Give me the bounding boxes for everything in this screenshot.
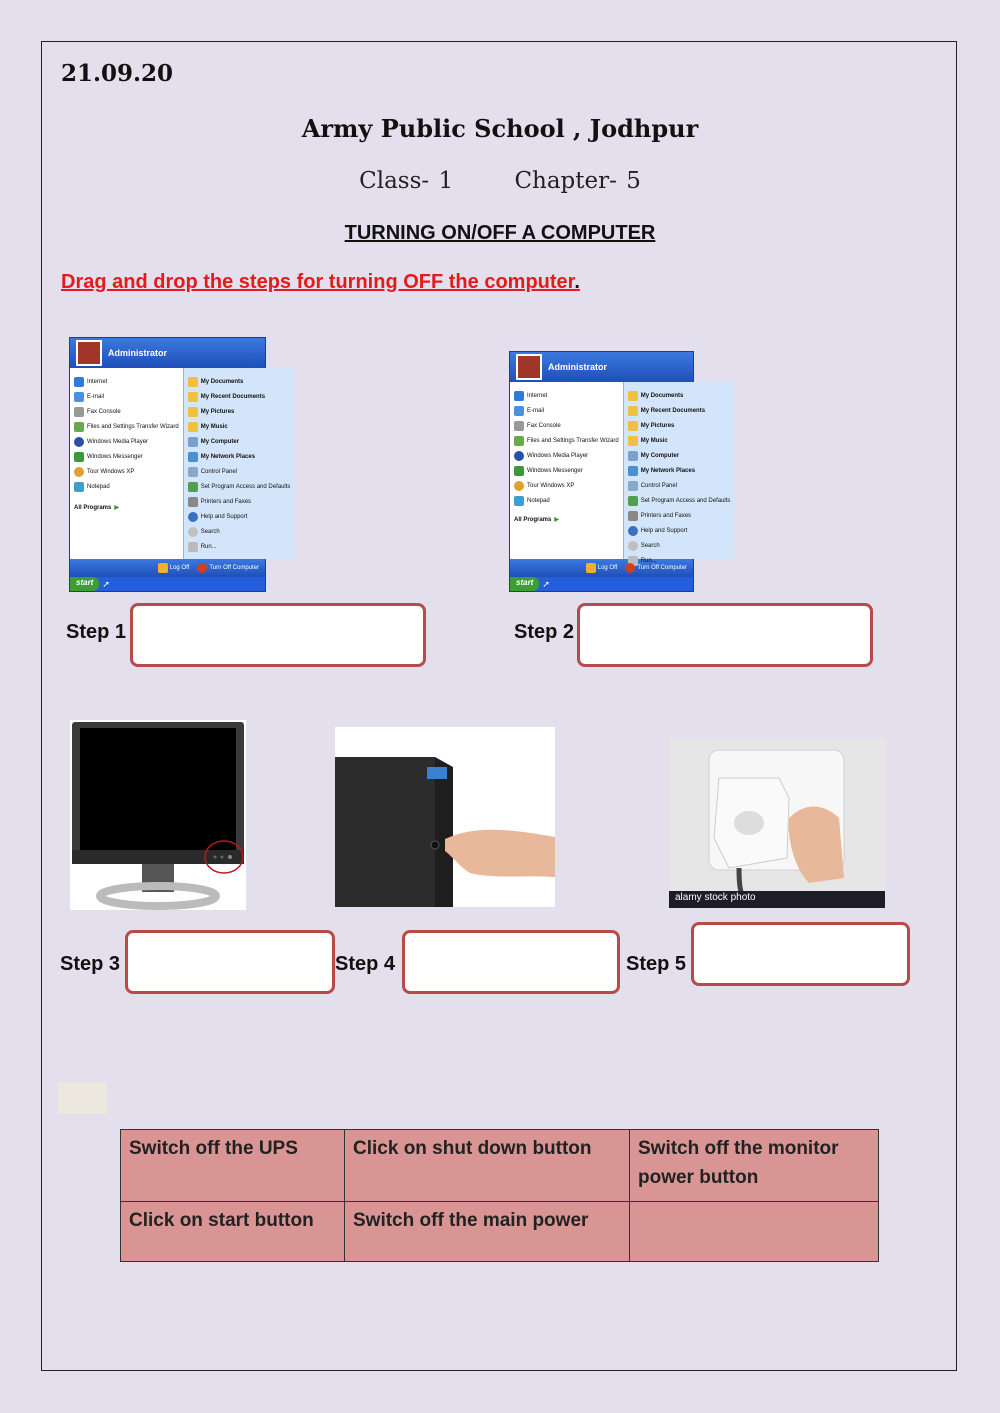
instruction-text: Drag and drop the steps for turning OFF the computer bbox=[61, 271, 575, 293]
option-click-start[interactable]: Click on start button bbox=[121, 1202, 345, 1262]
notepad-icon bbox=[74, 482, 84, 492]
menu-item-media-player: Windows Media Player bbox=[527, 453, 589, 459]
option-empty-cell bbox=[630, 1202, 879, 1262]
step-5-label: Step 5 bbox=[626, 953, 687, 975]
options-table bbox=[120, 1129, 879, 1262]
network-icon bbox=[188, 452, 198, 462]
search-icon bbox=[188, 527, 198, 537]
power-icon bbox=[625, 563, 635, 573]
folder-icon bbox=[188, 407, 198, 417]
table-row bbox=[121, 1202, 879, 1262]
menu-item-help: Help and Support bbox=[200, 514, 248, 520]
tour-icon bbox=[514, 481, 524, 491]
menu-item-music: My Music bbox=[640, 438, 668, 444]
computer-icon bbox=[188, 437, 198, 447]
menu-item-computer: My Computer bbox=[200, 439, 240, 445]
start-menu-image-1 bbox=[69, 337, 291, 592]
step-1-drop-zone[interactable] bbox=[130, 603, 426, 667]
run-icon bbox=[188, 542, 198, 552]
menu-item-search: Search bbox=[200, 529, 220, 535]
step-4-drop-zone[interactable] bbox=[402, 930, 620, 994]
menu-item-tour: Tour Windows XP bbox=[87, 469, 135, 475]
power-icon bbox=[197, 563, 207, 573]
ups-icon bbox=[335, 727, 555, 907]
menu-item-internet: Internet bbox=[527, 393, 548, 399]
start-button: start bbox=[510, 577, 539, 591]
folder-icon bbox=[628, 421, 638, 431]
start-menu-user: Administrator bbox=[108, 348, 168, 358]
menu-item-control-panel: Control Panel bbox=[640, 483, 678, 489]
menu-item-internet: Internet bbox=[87, 379, 108, 385]
folder-icon bbox=[628, 406, 638, 416]
transfer-icon bbox=[74, 422, 84, 432]
menu-item-network: My Network Places bbox=[200, 454, 256, 460]
messenger-icon bbox=[514, 466, 524, 476]
menu-item-run: Run... bbox=[640, 558, 657, 564]
step-4-label: Step 4 bbox=[335, 953, 396, 975]
folder-icon bbox=[188, 422, 198, 432]
stock-photo-label: alamy stock photo bbox=[675, 892, 756, 903]
fax-icon bbox=[514, 421, 524, 431]
menu-item-search: Search bbox=[640, 543, 660, 549]
all-programs: All Programs bbox=[514, 516, 552, 523]
control-panel-icon bbox=[188, 467, 198, 477]
monitor-image bbox=[70, 720, 246, 910]
menu-item-notepad: Notepad bbox=[527, 498, 550, 504]
printer-icon bbox=[188, 497, 198, 507]
menu-item-recent: My Recent Documents bbox=[200, 394, 266, 400]
internet-icon bbox=[514, 391, 524, 401]
menu-item-network: My Network Places bbox=[640, 468, 696, 474]
menu-item-pictures: My Pictures bbox=[200, 409, 235, 415]
turn-off-label: Turn Off Computer bbox=[637, 565, 687, 571]
media-player-icon bbox=[74, 437, 84, 447]
menu-item-music: My Music bbox=[200, 424, 228, 430]
table-row bbox=[121, 1130, 879, 1202]
network-icon bbox=[628, 466, 638, 476]
menu-item-notepad: Notepad bbox=[87, 484, 110, 490]
menu-item-program-access: Set Program Access and Defaults bbox=[640, 498, 731, 504]
program-access-icon bbox=[188, 482, 198, 492]
notepad-icon bbox=[514, 496, 524, 506]
turn-off-label: Turn Off Computer bbox=[209, 565, 259, 571]
menu-item-printers: Printers and Faxes bbox=[200, 499, 252, 505]
printer-icon bbox=[628, 511, 638, 521]
menu-item-transfer: Files and Settings Transfer Wizard bbox=[527, 438, 619, 444]
menu-item-messenger: Windows Messenger bbox=[527, 468, 583, 474]
wall-socket-image bbox=[669, 738, 885, 908]
chapter-label: Chapter- 5 bbox=[514, 168, 641, 194]
menu-item-control-panel: Control Panel bbox=[200, 469, 238, 475]
all-programs: All Programs bbox=[74, 504, 112, 511]
menu-item-program-access: Set Program Access and Defaults bbox=[200, 484, 291, 490]
ups-image bbox=[335, 727, 555, 907]
instruction bbox=[61, 271, 580, 294]
tour-icon bbox=[74, 467, 84, 477]
menu-item-computer: My Computer bbox=[640, 453, 680, 459]
folder-icon bbox=[628, 436, 638, 446]
option-switch-off-monitor[interactable]: Switch off the monitor power button bbox=[630, 1130, 879, 1202]
fax-icon bbox=[74, 407, 84, 417]
class-label: Class- 1 bbox=[359, 168, 454, 194]
menu-item-run: Run... bbox=[200, 544, 217, 550]
email-icon bbox=[514, 406, 524, 416]
plug-icon bbox=[669, 738, 885, 908]
transfer-icon bbox=[514, 436, 524, 446]
menu-item-tour: Tour Windows XP bbox=[527, 483, 575, 489]
school-name: Army Public School , Jodhpur bbox=[301, 114, 699, 143]
email-icon bbox=[74, 392, 84, 402]
topic-title: TURNING ON/OFF A COMPUTER bbox=[344, 222, 656, 244]
step-1-label: Step 1 bbox=[66, 621, 127, 643]
log-off-label: Log Off bbox=[169, 565, 190, 571]
arrow-right-icon: ▶ bbox=[554, 517, 559, 523]
internet-icon bbox=[74, 377, 84, 387]
start-menu-image-2 bbox=[509, 351, 731, 592]
menu-item-help: Help and Support bbox=[640, 528, 688, 534]
menu-item-recent: My Recent Documents bbox=[640, 408, 706, 414]
log-off-icon bbox=[158, 563, 168, 573]
date: 21.09.20 bbox=[61, 60, 174, 87]
option-switch-off-main-power[interactable]: Switch off the main power bbox=[345, 1202, 630, 1262]
empty-placeholder bbox=[58, 1082, 107, 1114]
user-avatar-icon bbox=[516, 354, 542, 380]
help-icon bbox=[188, 512, 198, 522]
messenger-icon bbox=[74, 452, 84, 462]
log-off-icon bbox=[586, 563, 596, 573]
step-2-drop-zone[interactable] bbox=[577, 603, 873, 667]
program-access-icon bbox=[628, 496, 638, 506]
folder-icon bbox=[628, 391, 638, 401]
menu-item-email: E-mail bbox=[527, 408, 545, 414]
menu-item-printers: Printers and Faxes bbox=[640, 513, 692, 519]
menu-item-email: E-mail bbox=[87, 394, 105, 400]
start-button: start bbox=[70, 577, 99, 591]
menu-item-transfer: Files and Settings Transfer Wizard bbox=[87, 424, 179, 430]
step-3-drop-zone[interactable] bbox=[125, 930, 335, 994]
menu-item-pictures: My Pictures bbox=[640, 423, 675, 429]
option-switch-off-ups[interactable]: Switch off the UPS bbox=[121, 1130, 345, 1202]
log-off-label: Log Off bbox=[597, 565, 618, 571]
media-player-icon bbox=[514, 451, 524, 461]
step-5-drop-zone[interactable] bbox=[691, 922, 910, 986]
menu-item-fax: Fax Console bbox=[527, 423, 561, 429]
class-chapter-line bbox=[0, 168, 1000, 194]
computer-icon bbox=[628, 451, 638, 461]
step-2-label: Step 2 bbox=[514, 621, 575, 643]
menu-item-media-player: Windows Media Player bbox=[87, 439, 149, 445]
menu-item-fax: Fax Console bbox=[87, 409, 121, 415]
menu-item-messenger: Windows Messenger bbox=[87, 454, 143, 460]
menu-item-documents: My Documents bbox=[640, 393, 684, 399]
folder-icon bbox=[188, 377, 198, 387]
help-icon bbox=[628, 526, 638, 536]
cursor-icon: ➚ bbox=[542, 578, 550, 589]
instruction-period: . bbox=[574, 271, 580, 293]
monitor-icon bbox=[70, 720, 246, 910]
cursor-icon: ➚ bbox=[102, 578, 110, 589]
search-icon bbox=[628, 541, 638, 551]
menu-item-documents: My Documents bbox=[200, 379, 244, 385]
arrow-right-icon: ▶ bbox=[114, 505, 119, 511]
folder-icon bbox=[188, 392, 198, 402]
control-panel-icon bbox=[628, 481, 638, 491]
step-3-label: Step 3 bbox=[60, 953, 121, 975]
start-menu-user: Administrator bbox=[548, 362, 608, 372]
user-avatar-icon bbox=[76, 340, 102, 366]
option-click-shut-down[interactable]: Click on shut down button bbox=[345, 1130, 630, 1202]
